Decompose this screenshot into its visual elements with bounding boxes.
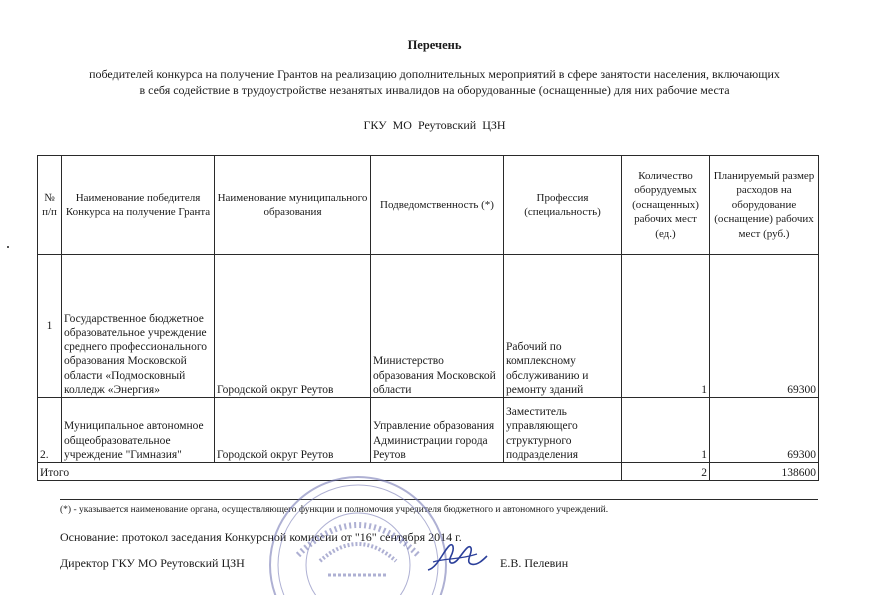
row-count: 1: [622, 398, 710, 463]
winners-table: [37, 155, 819, 481]
row-winner: Муниципальное автономное общеобразовательное учреждение "Гимназия": [62, 398, 215, 463]
footnote: (*) - указывается наименование органа, осуществляющего функции и полномочия учредителя бюджетного и автономного учреждений.: [60, 505, 609, 515]
row-count: 1: [622, 255, 710, 398]
document-title: Перечень: [407, 38, 462, 52]
row-municipality: Городской округ Реутов: [215, 398, 371, 463]
header-subordination: Подведомственность (*): [371, 156, 504, 255]
header-no: № п/п: [38, 156, 62, 255]
table-row: [38, 255, 819, 398]
header-municipality: Наименование муниципального образования: [215, 156, 371, 255]
header-profession: Профессия (специальность): [504, 156, 622, 255]
signer-name: Е.В. Пелевин: [500, 556, 569, 570]
document-subtitle: [20, 66, 849, 98]
total-label: Итого: [38, 463, 622, 481]
row-subordination: Управление образования Администрации города Реутов: [371, 398, 504, 463]
row-cost: 69300: [710, 255, 819, 398]
subtitle-line-2: в себя содействие в трудоустройстве незанятых инвалидов на оборудованные (оснащенные) для них рабочие места: [139, 83, 730, 97]
row-subordination: Министерство образования Московской области: [371, 255, 504, 398]
table-header-row: [38, 156, 819, 255]
header-count: Количество оборудуемых (оснащенных) рабочих мест (ед.): [622, 156, 710, 255]
organization-name: ГКУ МО Реутовский ЦЗН: [363, 118, 506, 132]
director-title: Директор ГКУ МО Реутовский ЦЗН: [60, 556, 245, 570]
basis-text: Основание: протокол заседания Конкурсной комиссии от "16" сентября 2014 г.: [60, 530, 462, 544]
signature-icon: [425, 540, 490, 575]
row-no: 2.: [38, 398, 62, 463]
scan-speck: [7, 246, 9, 248]
row-cost: 69300: [710, 398, 819, 463]
row-municipality: Городской округ Реутов: [215, 255, 371, 398]
row-profession: Рабочий по комплексному обслуживанию и ремонту зданий: [504, 255, 622, 398]
total-count: 2: [622, 463, 710, 481]
round-stamp-icon: [258, 465, 458, 595]
header-cost: Планируемый размер расходов на оборудование (оснащение) рабочих мест (руб.): [710, 156, 819, 255]
total-cost: 138600: [710, 463, 819, 481]
header-winner: Наименование победителя Конкурса на получение Гранта: [62, 156, 215, 255]
row-winner: Государственное бюджетное образовательное учреждение среднего профессионального образования Московской области «Подмосковный колледж «Энергия»: [62, 255, 215, 398]
table-row: [38, 398, 819, 463]
subtitle-line-1: победителей конкурса на получение Грантов на реализацию дополнительных мероприятий в сфере занятости населения, включающих: [89, 67, 780, 81]
row-no: 1: [38, 255, 62, 398]
row-profession: Заместитель управляющего структурного подразделения: [504, 398, 622, 463]
